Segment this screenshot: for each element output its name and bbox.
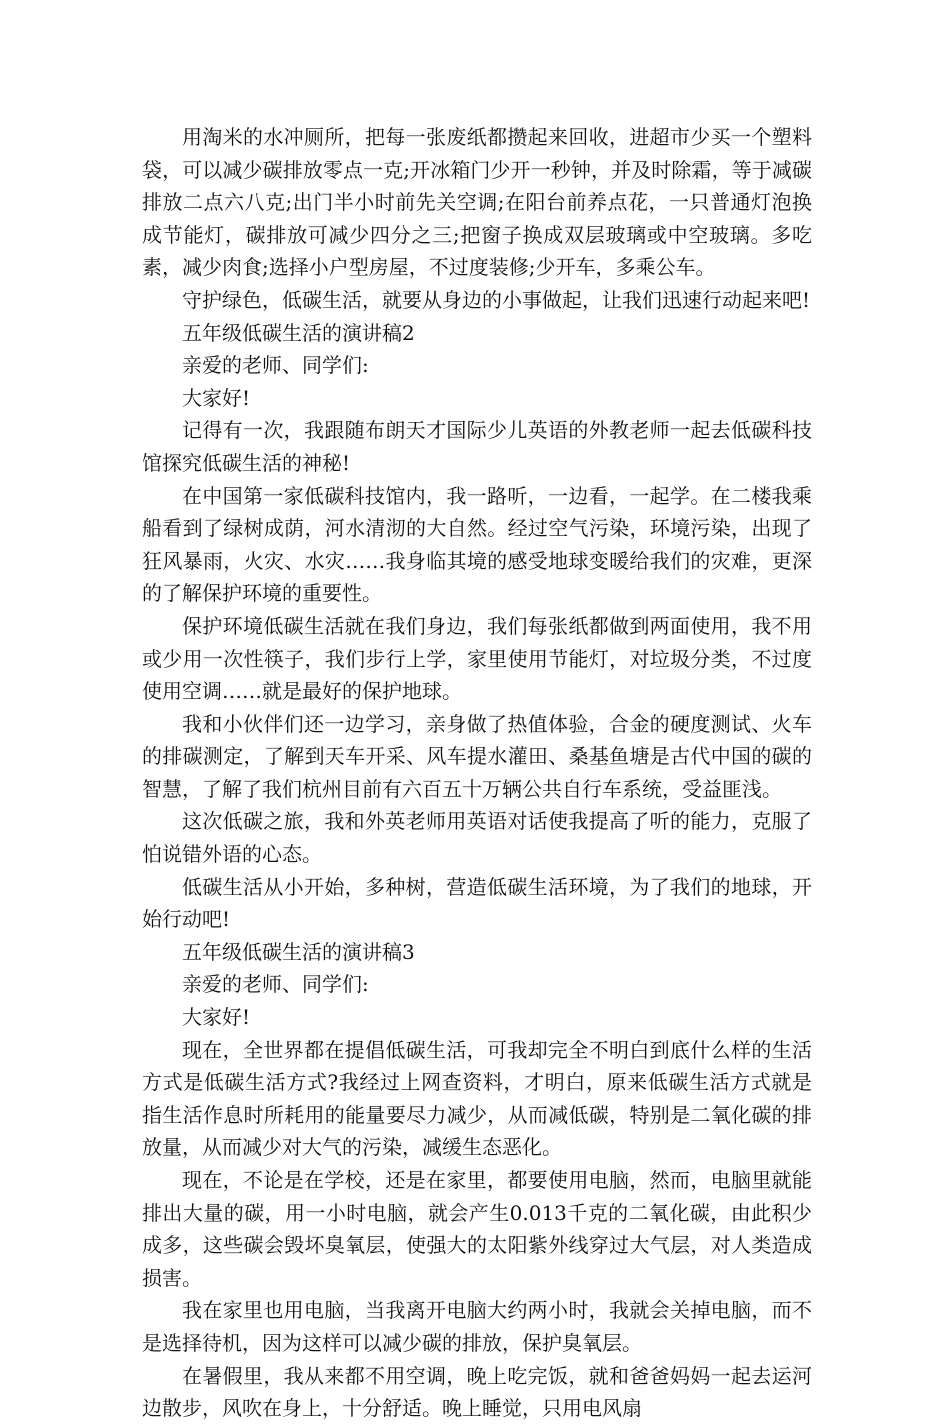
paragraph: 我在家里也用电脑，当我离开电脑大约两小时，我就会关掉电脑，而不是选择待机，因为这样可以减少碳的排放，保护臭氧层。: [142, 1298, 812, 1355]
paragraph: 用淘米的水冲厕所，把每一张废纸都攒起来回收，进超市少买一个塑料袋，可以减少碳排放零点一克;开冰箱门少开一秒钟，并及时除霜，等于减碳排放二点六八克;出门半小时前先关空调;在阳台前养点花，一只普通灯泡换成节能灯，碳排放可减少四分之三;把窗子换成双层玻璃或中空玻璃。多吃素，减少肉食;选择小户型房屋，不过度装修;少开车，多乘公车。: [142, 125, 812, 280]
paragraph: 低碳生活从小开始，多种树，营造低碳生活环境，为了我们的地球，开始行动吧!: [142, 874, 812, 932]
paragraph: 在暑假里，我从来都不用空调，晚上吃完饭，就和爸爸妈妈一起去运河边散步，风吹在身上，十分舒适。晚上睡觉，只用电风扇: [142, 1363, 812, 1421]
paragraph: 现在，不论是在学校，还是在家里，都要使用电脑，然而，电脑里就能排出大量的碳，用一小时电脑，就会产生0.013千克的二氧化碳，由此积少成多，这些碳会毁坏臭氧层，使强大的太阳紫外线穿过大气层，对人类造成损害。: [142, 1168, 812, 1290]
greeting: 大家好!: [182, 385, 251, 410]
document-body: [142, 121, 812, 1425]
paragraph: 在中国第一家低碳科技馆内，我一路听，一边看，一起学。在二楼我乘船看到了绿树成荫，河水清沏的大自然。经过空气污染，环境污染，出现了狂风暴雨，火灾、水灾……我身临其境的感受地球变暖给我们的灾难，更深的了解保护环境的重要性。: [142, 483, 812, 606]
section-title: 五年级低碳生活的演讲稿3: [182, 939, 415, 964]
paragraph: 记得有一次，我跟随布朗天才国际少儿英语的外教老师一起去低碳科技馆探究低碳生活的神秘!: [142, 418, 812, 475]
greeting: 大家好!: [182, 1005, 251, 1030]
paragraph: 我和小伙伴们还一边学习，亲身做了热值体验，合金的硬度测试、火车的排碳测定，了解到天车开采、风车提水灌田、桑基鱼塘是古代中国的碳的智慧，了解了我们杭州目前有六百五十万辆公共自行车系统，受益匪浅。: [142, 711, 812, 801]
salutation: 亲爱的老师、同学们:: [182, 353, 369, 378]
section-title: 五年级低碳生活的演讲稿2: [182, 320, 415, 345]
paragraph: 这次低碳之旅，我和外英老师用英语对话使我提高了听的能力，克服了怕说错外语的心态。: [142, 809, 812, 867]
paragraph: 保护环境低碳生活就在我们身边，我们每张纸都做到两面使用，我不用或少用一次性筷子，我们步行上学，家里使用节能灯，对垃圾分类，不过度使用空调……就是最好的保护地球。: [142, 613, 812, 704]
paragraph: 现在，全世界都在提倡低碳生活，可我却完全不明白到底什么样的生活方式是低碳生活方式?我经过上网查资料，才明白，原来低碳生活方式就是指生活作息时所耗用的能量要尽力减少，从而减低碳，特别是二氧化碳的排放量，从而减少对大气的污染，减缓生态恶化。: [142, 1037, 812, 1160]
salutation: 亲爱的老师、同学们:: [182, 972, 369, 997]
paragraph: 守护绿色，低碳生活，就要从身边的小事做起，让我们迅速行动起来吧!: [182, 287, 811, 312]
